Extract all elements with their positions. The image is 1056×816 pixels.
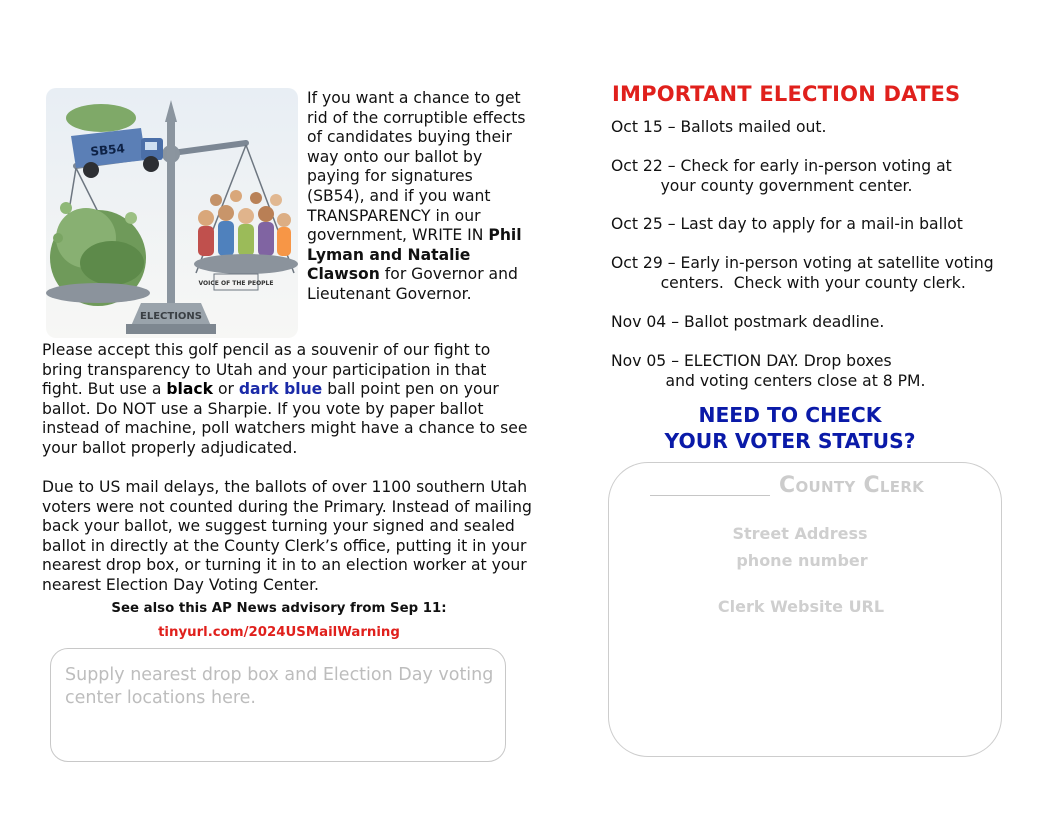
date-line-2: your county government center. xyxy=(611,176,913,195)
date-line-2: and voting centers close at 8 PM. xyxy=(611,371,926,390)
dropbox-placeholder-text: Supply nearest drop box and Election Day voting center locations here. xyxy=(65,665,494,708)
date-row xyxy=(611,157,1031,196)
pencil-text-part1: Please accept this golf pencil as a souvenir of our fight to bring transparency to Utah and your participation in that fight. But use a xyxy=(42,341,491,399)
voter-status-heading xyxy=(612,402,968,454)
voter-status-heading-line2: YOUR VOTER STATUS? xyxy=(664,429,916,453)
ap-news-link[interactable]: tinyurl.com/2024USMailWarning xyxy=(158,625,400,640)
county-name-blank-line xyxy=(650,495,770,496)
pan-label: VOICE OF THE PEOPLE xyxy=(198,280,274,287)
county-clerk-title: County Clerk xyxy=(779,473,925,498)
date-line-1: Oct 25 – Last day to apply for a mail-in ballot xyxy=(611,215,963,233)
date-row xyxy=(611,352,1031,391)
date-line-1: Oct 29 – Early in-person voting at satellite voting xyxy=(611,254,994,272)
intro-text-part1: If you want a chance to get rid of the corruptible effects of candidates buying their way onto our ballot by paying for signatures (SB54), and if you want TRANSPARENCY in our government, WRITE IN xyxy=(307,89,526,245)
black-pen-word: black xyxy=(166,380,214,399)
intro-text-part2: for Governor and Lieutenant Governor. xyxy=(307,265,518,303)
scale-illustration xyxy=(46,88,298,338)
intro-paragraph xyxy=(307,89,529,305)
date-row xyxy=(611,118,1031,138)
date-line-1: Oct 22 – Check for early in-person voting at xyxy=(611,157,952,175)
clerk-street-address: Street Address xyxy=(732,524,868,543)
date-row xyxy=(611,215,1031,235)
candidate-names: Phil Lyman and Natalie Clawson xyxy=(307,226,522,284)
scale-base-label: ELECTIONS xyxy=(140,311,202,322)
date-line-2: centers. Check with your county clerk. xyxy=(611,273,966,292)
clerk-website-url[interactable]: Clerk Website URL xyxy=(717,597,885,616)
dark-blue-pen-word: dark blue xyxy=(238,380,323,399)
voter-status-heading-line1: NEED TO CHECK xyxy=(698,403,882,427)
date-row xyxy=(611,254,1031,293)
date-line-1: Nov 04 – Ballot postmark deadline. xyxy=(611,313,885,331)
ap-news-note: See also this AP News advisory from Sep 11: xyxy=(111,601,447,616)
pencil-text-part2: ball point pen on your ballot. Do NOT use a Sharpie. If you vote by paper ballot instead of machine, poll watchers might have a chance to see your ballot properly adjudicated. xyxy=(42,380,528,457)
date-line-1: Nov 05 – ELECTION DAY. Drop boxes xyxy=(611,352,892,370)
pencil-paragraph xyxy=(42,341,532,459)
date-row xyxy=(611,313,1031,333)
truck-label: SB54 xyxy=(89,141,126,159)
or-word: or xyxy=(213,380,239,399)
date-line-1: Oct 15 – Ballots mailed out. xyxy=(611,118,827,136)
election-dates-title: IMPORTANT ELECTION DATES xyxy=(612,82,961,106)
mail-delay-paragraph: Due to US mail delays, the ballots of over 1100 southern Utah voters were not counted during the Primary. Instead of mailing back your ballot, we suggest turning your signed and sealed ballot in directly at the County Clerk’s office, putting it in your nearest drop box, or turning it in to an election worker at your nearest Election Day Voting Center. xyxy=(42,478,532,594)
clerk-phone-number: phone number xyxy=(736,551,868,570)
